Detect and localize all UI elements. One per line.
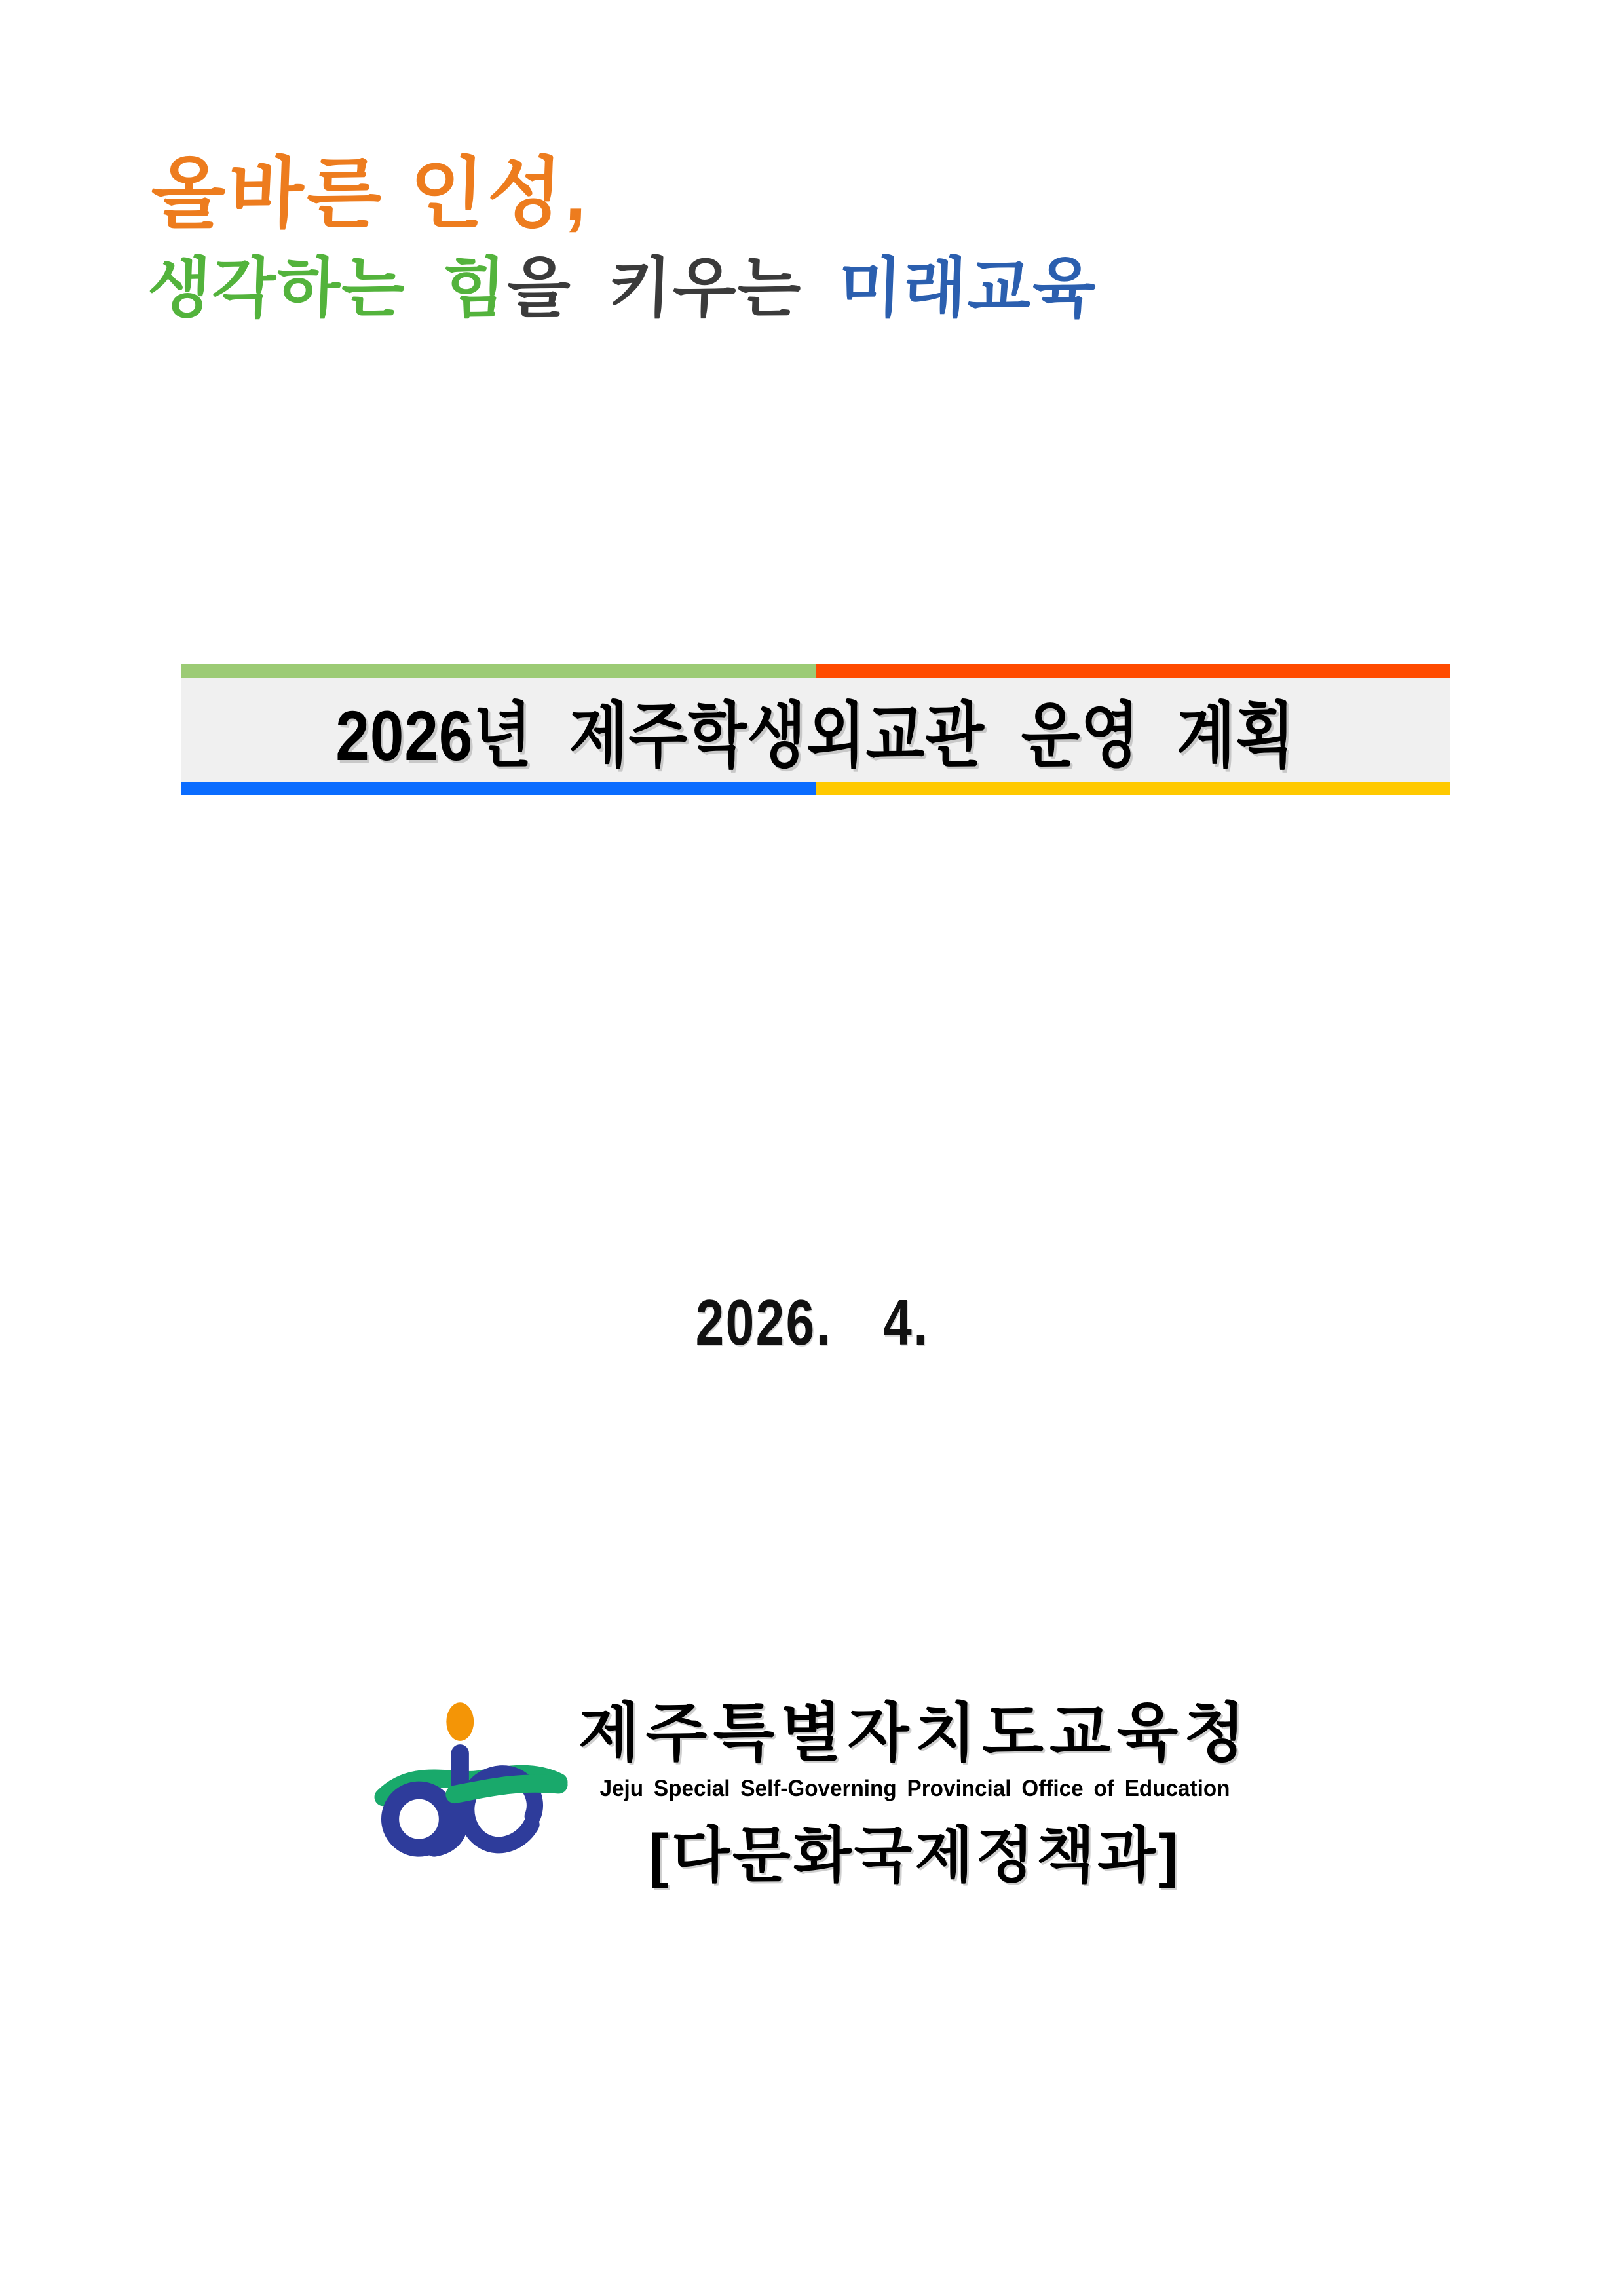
slogan-line2 xyxy=(146,252,1098,325)
banner-bottom-bar-blue xyxy=(181,782,816,795)
title-banner xyxy=(181,664,1450,795)
jeju-education-logo xyxy=(373,1698,569,1877)
document-title: 2026년 제주학생외교관 운영 계획 xyxy=(335,696,1296,775)
logo-green-ribbon-front xyxy=(455,1784,559,1794)
org-name-english: Jeju Special Self-Governing Provincial Office of Education xyxy=(599,1776,1230,1801)
slogan-line2-part-blue: 미래교육 xyxy=(837,252,1099,326)
banner-bottom-bar xyxy=(181,782,1450,795)
org-names xyxy=(578,1681,1251,1894)
date-month: 4. xyxy=(882,1286,929,1358)
banner-bottom-bar-yellow xyxy=(816,782,1450,795)
department-name: [다문화국제정책과] xyxy=(649,1822,1181,1889)
date-row xyxy=(0,1286,1624,1360)
banner-body xyxy=(181,678,1450,782)
slogan-line2-part-green: 생각하는 힘 xyxy=(146,252,509,326)
banner-top-bar xyxy=(181,664,1450,678)
date-year: 2026. xyxy=(695,1286,832,1358)
org-name-korean: 제주특별자치도교육청 xyxy=(578,1697,1252,1769)
slogan-calligraphy xyxy=(146,151,1101,325)
slogan-line2-part-dark: 을 키우는 xyxy=(506,252,840,326)
logo-flame-icon xyxy=(446,1702,474,1741)
slogan-line1: 올바른 인성, xyxy=(149,151,592,237)
banner-top-bar-green xyxy=(181,664,816,678)
banner-top-bar-orange xyxy=(816,664,1450,678)
publication-date xyxy=(695,1286,929,1360)
footer-org-block xyxy=(0,1681,1624,1894)
